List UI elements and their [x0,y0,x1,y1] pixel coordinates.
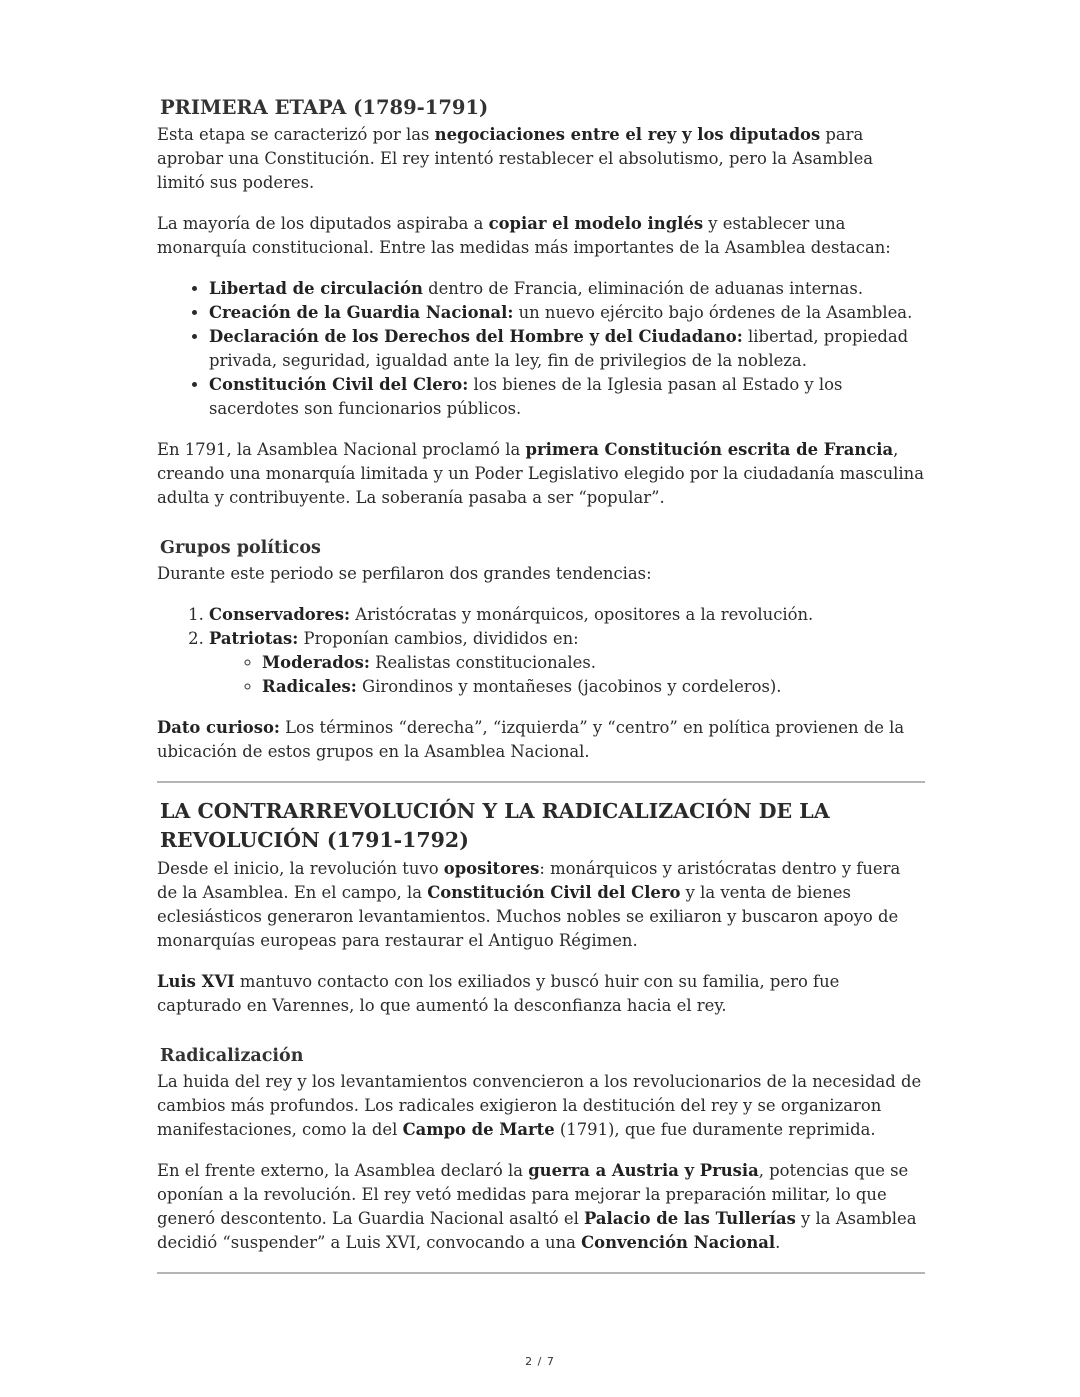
paragraph [157,857,925,953]
patriotas-sublist [209,651,925,699]
text: Durante este periodo se perfilaron dos grandes tendencias: [157,564,652,583]
fun-fact [157,716,925,764]
text: : monárquicos y aristócratas dentro y fuera de la Asamblea. En el campo, la [157,859,901,902]
page-number: 2 / 7 [525,1355,555,1368]
list-item [209,301,925,325]
paragraph [157,123,925,195]
text: y la Asamblea decidió “suspender” a Luis XVI, convocando a una [157,1209,917,1252]
divider [157,1272,925,1274]
bold-text: Campo de Marte [402,1120,555,1139]
bold-text: opositores [443,859,540,878]
text: un nuevo ejército bajo órdenes de la Asamblea. [513,303,913,322]
bold-text: primera Constitución escrita de Francia [525,440,894,459]
bold-text: Creación de la Guardia Nacional: [209,303,514,322]
bold-text: Moderados: [262,653,370,672]
bold-text: Luis XVI [157,972,235,991]
text: Desde el inicio, la revolución tuvo [157,859,444,878]
bold-text: copiar el modelo inglés [488,214,704,233]
list-item [209,603,925,627]
bold-text: guerra a Austria y Prusia [528,1161,759,1180]
section-title-primera-etapa: PRIMERA ETAPA (1789-1791) [160,96,489,119]
text: mantuvo contacto con los exiliados y buscó huir con su familia, pero fue capturado en Varennes, lo que aumentó la desconfianza hacia el rey. [157,972,840,1015]
text: La huida del rey y los levantamientos convencieron a los revolucionarios de la necesidad de cambios más profundos. Los radicales exigieron la destitución del rey y se organizaron manifestaciones, como la del [157,1072,922,1139]
bold-text: Constitución Civil del Clero [427,883,681,902]
text: Esta etapa se caracterizó por las [157,125,435,144]
paragraph [157,970,925,1018]
paragraph [157,212,925,260]
text: (1791), que fue duramente reprimida. [554,1120,876,1139]
groups-list [157,603,925,699]
text: Girondinos y montañeses (jacobinos y cordeleros). [356,677,782,696]
document-page [157,95,925,1288]
paragraph [157,562,925,586]
divider [157,781,925,783]
text: Realistas constitucionales. [369,653,596,672]
text: La mayoría de los diputados aspiraba a [157,214,489,233]
text: Los términos “derecha”, “izquierda” y “centro” en política provienen de la ubicación de estos grupos en la Asamblea Nacional. [157,718,905,761]
text: , potencias que se oponían a la revolución. El rey vetó medidas para mejorar la preparación militar, lo que generó descontento. La Guardia Nacional asaltó el [157,1161,909,1228]
text: En 1791, la Asamblea Nacional proclamó la [157,440,526,459]
text: dentro de Francia, eliminación de aduanas internas. [422,279,864,298]
text: los bienes de la Iglesia pasan al Estado y los sacerdotes son funcionarios públicos. [209,375,843,418]
bold-text: Conservadores: [209,605,351,624]
text: Aristócratas y monárquicos, opositores a la revolución. [350,605,814,624]
list-item [209,627,925,699]
text: . [775,1233,781,1252]
subsection-title-radicalizacion: Radicalización [160,1046,304,1066]
list-item [262,651,925,675]
list-item [262,675,925,699]
subsection-title-grupos: Grupos políticos [160,538,321,558]
bold-text: Convención Nacional [581,1233,776,1252]
paragraph [157,1070,925,1142]
bold-text: negociaciones entre el rey y los diputados [434,125,821,144]
section-title-contrarrevolucion: LA CONTRARREVOLUCIÓN Y LA RADICALIZACIÓN DE LA REVOLUCIÓN (1791-1792) [160,799,830,852]
text: En el frente externo, la Asamblea declaró la [157,1161,529,1180]
text: y la venta de bienes eclesiásticos generaron levantamientos. Muchos nobles se exiliaron y buscaron apoyo de monarquías europeas para restaurar el Antiguo Régimen. [157,883,899,950]
list-item-text [209,629,579,648]
bold-text: Patriotas: [209,629,299,648]
bold-text: Constitución Civil del Clero: [209,375,469,394]
paragraph [157,1159,925,1255]
measures-list [157,277,925,421]
paragraph [157,438,925,510]
text: Proponían cambios, divididos en: [298,629,579,648]
text: libertad, propiedad privada, seguridad, igualdad ante la ley, fin de privilegios de la nobleza. [209,327,909,370]
list-item [209,277,925,301]
bold-text: Palacio de las Tullerías [584,1209,796,1228]
list-item [209,373,925,421]
text: para aprobar una Constitución. El rey intentó restablecer el absolutismo, pero la Asamblea limitó sus poderes. [157,125,874,192]
list-item [209,325,925,373]
bold-text: Libertad de circulación [209,279,423,298]
bold-text: Dato curioso: [157,718,280,737]
bold-text: Radicales: [262,677,357,696]
bold-text: Declaración de los Derechos del Hombre y del Ciudadano: [209,327,743,346]
text: , creando una monarquía limitada y un Poder Legislativo elegido por la ciudadanía masculina adulta y contribuyente. La soberanía pasaba a ser “popular”. [157,440,924,507]
text: y establecer una monarquía constitucional. Entre las medidas más importantes de la Asamblea destacan: [157,214,891,257]
